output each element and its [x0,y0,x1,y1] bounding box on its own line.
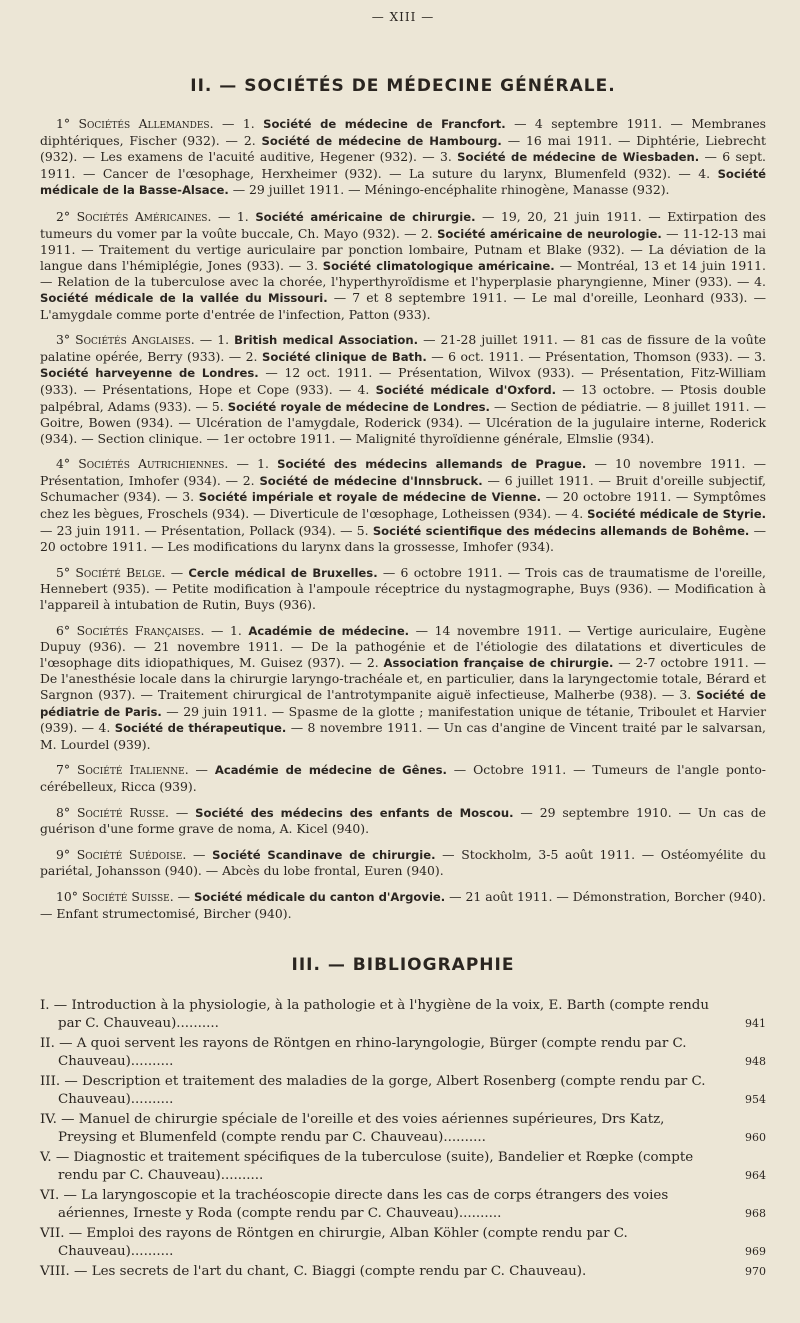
society-country: 3° Sociétés Anglaises. [56,332,195,348]
entry-text: — 1. [211,208,256,224]
bibliography-page-number: 960 [745,1130,766,1144]
society-name: Société de pédiatrie de Paris. [40,688,766,719]
bibliography-title: IV. — Manuel de chirurgie spéciale de l'oreille et des voies aériennes supérieures, Drs Katz, Preysing et Blumenfeld (compte rendu par C. Chauveau).......... [40,1112,665,1145]
society-name: Société médicale du canton d'Argovie. [193,889,446,904]
society-entry [40,456,766,555]
society-entry [40,209,766,322]
bibliography-page-number: 954 [745,1092,766,1106]
society-name: Société climatologique américaine. [322,258,555,273]
entry-text: — 8 novembre 1911. — Un cas d'angine de Vincent traité par le salvarsan, M. Lourdel (939). [40,720,766,752]
entry-text: — 1. [228,456,278,472]
section-title-societes: II. — SOCIÉTÉS DE MÉDECINE GÉNÉRALE. [190,76,616,96]
bibliography-page-number: 941 [745,1016,766,1030]
entry-text: — 20 octobre 1911. — Symptômes chez les bègues, Froschels (934). — Diverticule de l'œsophage, Lotheissen (934). — 4. [40,489,766,522]
entry-text: — Octobre 1911. — Tumeurs de l'angle ponto-cérébelleux, Ricca (939). [40,762,766,794]
entry-text: — [186,846,213,862]
entry-text: — Montréal, 13 et 14 juin 1911. — Relation de la tuberculose avec la chorée, l'hyperthyroïdisme et l'hyperplasie pharyngienne, Miner (933). — 4. [40,257,766,290]
bibliography-title: VII. — Emploi des rayons de Röntgen en chirurgie, Alban Köhler (compte rendu par C. Chauveau).......... [40,1226,628,1259]
entry-text: — 16 mai 1911. — Diphtérie, Liebrecht (932). — Les examens de l'acuité auditive, Hegener (932). — 3. [40,132,767,165]
entry-text: — 29 juillet 1911. — Méningo-encéphalite rhinogène, Manasse (932). [228,182,670,198]
society-entry [40,623,766,753]
society-entry [40,805,766,837]
society-name: Académie de médecine. [248,623,410,638]
bibliography-item [40,997,766,1032]
society-name: Société scientifique des médecins allemands de Bohême. [372,523,750,538]
entry-text: — 1. [204,622,249,638]
entry-text: — Section de pédiatrie. — 8 juillet 1911. — Goitre, Bowen (934). — Ulcération de l'amygdale, Roderick (934). — Ulcération de la jugulaire interne, Roderick (934). — Section clinique. — 1er octobre 1911. — Malignité thyroïdienne générale, Elmslie (934). [40,398,766,446]
society-name: Société des médecins des enfants de Moscou. [195,805,514,820]
page-number: — XIII — [371,10,435,24]
society-name: Société américaine de neurologie. [437,226,662,241]
entry-text: — 21-28 juillet 1911. — 81 cas de fissure de la voûte palatine opérée, Berry (933). — 2. [40,332,767,364]
society-entry [40,332,766,446]
bibliography-list [40,997,766,1281]
entry-text: — 4 septembre 1911. — Membranes diphtériques, Fischer (932). — 2. [40,116,767,148]
entry-text: — 10 novembre 1911. — Présentation, Imhofer (934). — 2. [40,456,767,488]
bibliography-item [40,1149,766,1184]
society-name: Société médicale de la Basse-Alsace. [40,166,766,198]
entry-text: — Stockholm, 3-5 août 1911. — Ostéomyélite du pariétal, Johansson (940). — Abcès du lobe frontal, Euren (940). [40,846,766,879]
entry-text: — [188,762,215,778]
entry-text: — 21 août 1911. — Démonstration, Borcher (940). — Enfant strumectomisé, Bircher (940). [40,888,766,921]
society-name: Société américaine de chirurgie. [255,209,476,224]
societies-list [40,116,766,921]
society-entry [40,565,766,613]
society-name: Société royale de médecine de Londres. [227,399,490,414]
society-name: Société médicale de la vallée du Missouri. [40,290,328,305]
bibliography-item [40,1225,766,1260]
entry-text: — [173,888,194,904]
entry-text: — 11-12-13 mai 1911. — Traitement du vertige auriculaire par ponction lombaire, Putnam et Blake (932). — La déviation de la langue dans l'hémiplégie, Jones (933). — 3. [40,225,766,273]
entry-text: — 1. [194,332,235,348]
bibliography-title: I. — Introduction à la physiologie, à la pathologie et à l'hygiène de la voix, E. Barth (compte rendu par C. Chauveau).......... [40,998,709,1031]
society-name: Société de médecine de Francfort. [263,117,506,131]
bibliography-page-number: 964 [745,1168,766,1182]
society-name: Association française de chirurgie. [383,655,614,670]
bibliography-page-number: 970 [745,1265,766,1279]
society-entry [40,847,766,879]
bibliography-item [40,1035,766,1070]
entry-text: — 2-7 octobre 1911. — De l'anesthésie locale dans la chirurgie laryngo-trachéale et, en particulier, dans la laryngectomie totale, Bérard et Sargnon (937). — Traitement chirurgical de l'antrotympanite aiguë infectieuse, Malherbe (938). — 3. [40,654,766,702]
society-name: Société Scandinave de chirurgie. [212,847,436,862]
entry-text: — 6 juillet 1911. — Bruit d'oreille subjectif, Schumacher (934). — 3. [40,472,766,505]
society-entry [40,116,766,199]
society-name: Société de médecine d'Innsbruck. [259,473,483,488]
entry-text: — [168,804,196,820]
bibliography-title: II. — A quoi servent les rayons de Röntgen en rhino-laryngologie, Bürger (compte rendu par C. Chauveau).......... [40,1036,687,1069]
bibliography-item [40,1073,766,1108]
entry-text: — 29 juin 1911. — Spasme de la glotte ; manifestation unique de tétanie, Triboulet et Harvier (939). — 4. [40,703,766,736]
society-name: Société de médecine de Wiesbaden. [457,150,700,165]
entry-text: — 6 oct. 1911. — Présentation, Thomson (933). — 3. [426,348,766,364]
society-country: 1° Sociétés Allemandes. [56,116,214,131]
society-country: 2° Sociétés Américaines. [56,208,212,224]
society-name: Cercle médical de Bruxelles. [188,565,378,580]
bibliography-title: VIII. — Les secrets de l'art du chant, C. Biaggi (compte rendu par C. Chauveau). [40,1264,587,1280]
section-title-bibliographie: III. — BIBLIOGRAPHIE [291,955,515,976]
entry-text: — 6 octobre 1911. — Trois cas de traumatisme de l'oreille, Hennebert (935). — Petite modification à l'ampoule réceptrice du nystagmographe, Buys (936). — Modification à l'appareil à intubation de Rutin, Buys (936). [40,564,766,613]
bibliography-title: V. — Diagnostic et traitement spécifiques de la tuberculose (suite), Bandelier et Rœpke (compte rendu par C. Chauveau).......... [40,1150,694,1183]
bibliography-title: VI. — La laryngoscopie et la trachéoscopie directe dans les cas de corps étrangers des voies aériennes, Irneste y Roda (compte rendu par C. Chauveau).......... [40,1188,669,1221]
society-name: Société clinique de Bath. [262,349,427,364]
entry-text: — 12 oct. 1911. — Présentation, Wilvox (933). — Présentation, Fitz-William (933). — Présentations, Hope et Cope (933). — 4. [40,365,767,397]
society-name: Société harveyenne de Londres. [40,366,259,381]
entry-text: — 19, 20, 21 juin 1911. — Extirpation des tumeurs du vomer par la voûte buccale, Ch. Mayo (932). — 2. [40,208,766,241]
society-country: 9° Société Suédoise. [56,846,187,862]
society-country: 7° Société Italienne. [56,762,189,778]
society-country: 6° Sociétés Françaises. [56,622,205,638]
bibliography-item [40,1263,766,1281]
bibliography-page-number: 969 [745,1244,766,1258]
society-country: 5° Société Belge. [56,564,166,580]
entry-text: — 29 septembre 1910. — Un cas de guérison d'une forme grave de noma, A. Kicel (940). [40,804,766,837]
society-name: Société de thérapeutique. [114,721,287,736]
bibliography-page-number: 948 [745,1054,766,1068]
society-name: Société impériale et royale de médecine de Vienne. [198,490,542,505]
society-country: 10° Société Suisse. [56,888,174,904]
bibliography-title: III. — Description et traitement des maladies de la gorge, Albert Rosenberg (compte rendu par C. Chauveau).......... [40,1074,706,1107]
entry-text: — 13 octobre. — Ptosis double palpébral, Adams (933). — 5. [40,381,767,414]
society-country: 4° Sociétés Autrichiennes. [56,456,229,472]
society-entry [40,889,766,921]
society-country: 8° Société Russe. [56,804,169,820]
society-name: Société de médecine de Hambourg. [261,133,502,148]
bibliography-item [40,1187,766,1222]
entry-text: — 23 juin 1911. — Présentation, Pollack (934). — 5. [40,522,373,538]
entry-text: — 20 octobre 1911. — Les modifications du larynx dans la grossesse, Imhofer (934). [40,522,766,555]
society-name: Société médicale de Styrie. [587,507,766,522]
entry-text: — 14 novembre 1911. — Vertige auriculaire, Eugène Dupuy (936). — 21 novembre 1911. — De la pathogénie et de l'étiologie des dilatations et diverticules de l'œsophage dits idiopathiques, M. Guisez (937). — 2. [40,622,767,670]
entry-text: — 1. [213,116,264,131]
society-name: British medical Association. [234,333,419,348]
society-entry [40,762,766,794]
entry-text: — 7 et 8 septembre 1911. — Le mal d'oreille, Leonhard (933). — L'amygdale comme porte d'entrée de l'infection, Patton (933). [40,289,766,322]
entry-text: — [165,564,189,580]
society-name: Société médicale d'Oxford. [375,382,557,397]
bibliography-item [40,1111,766,1146]
entry-text: — 6 sept. 1911. — Cancer de l'œsophage, Herxheimer (932). — La suture du larynx, Blumenfeld (932). — 4. [40,149,766,181]
society-name: Académie de médecine de Gênes. [214,763,447,778]
society-name: Société des médecins allemands de Prague. [277,457,587,472]
bibliography-page-number: 968 [745,1206,766,1220]
